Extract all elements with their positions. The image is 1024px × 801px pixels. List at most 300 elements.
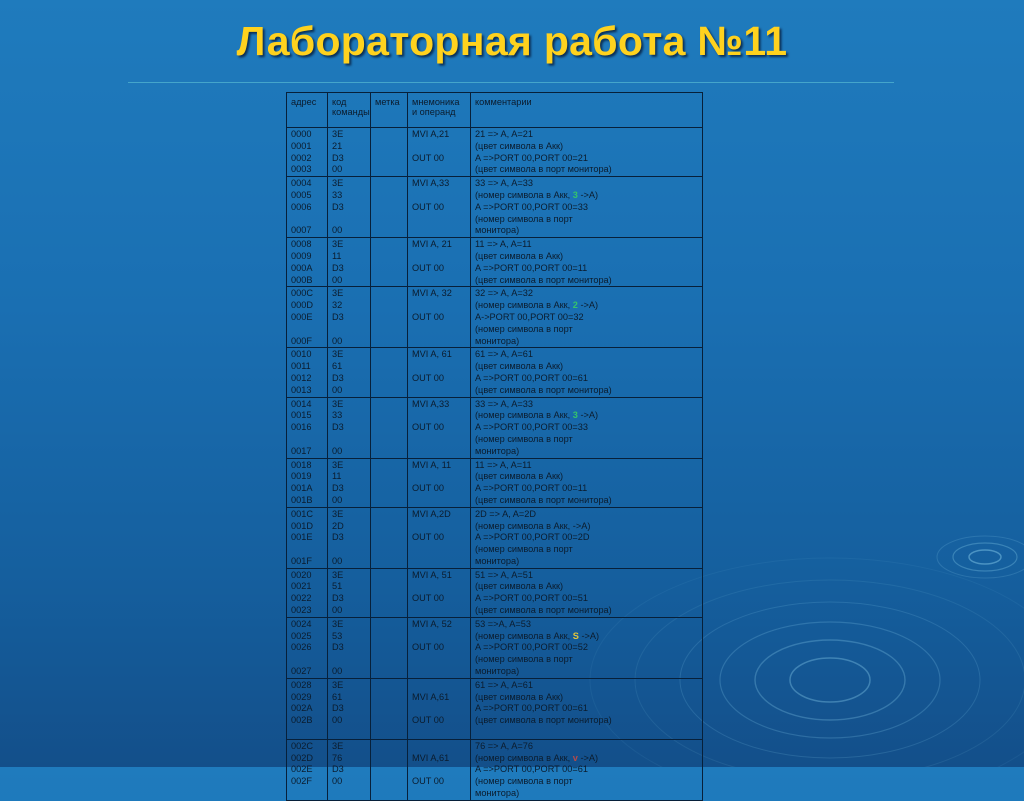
header-label: метка: [371, 93, 408, 128]
comment-line: [475, 509, 698, 521]
comment-cell: [471, 287, 703, 348]
comment-line: [475, 410, 698, 422]
label-cell: [371, 507, 408, 568]
mnemonic-cell-line: OUT 00: [412, 715, 444, 726]
comment-text: (номер символа в порт: [475, 433, 573, 444]
command-code-cell-line: D3: [332, 642, 344, 653]
address-cell-line: 0012: [291, 372, 312, 383]
mnemonic-cell-line: [412, 544, 466, 556]
comment-line: [475, 570, 698, 582]
comment-line: [475, 605, 698, 617]
comment-text: (цвет символа в порт монитора): [475, 494, 612, 505]
address-cell: [287, 177, 328, 238]
comment-line: [475, 631, 698, 643]
mnemonic-cell-line: [412, 495, 466, 507]
address-cell-line: 0005: [291, 189, 312, 200]
address-cell-line: [291, 434, 323, 446]
mnemonic-cell-line: [412, 190, 466, 202]
address-cell-line: 001D: [291, 520, 313, 531]
label-cell: [371, 678, 408, 739]
command-code-cell-line: D3: [332, 532, 344, 543]
mnemonic-cell-line: OUT 00: [412, 642, 444, 653]
label-cell: [371, 617, 408, 678]
address-cell-line: 000A: [291, 262, 313, 273]
mnemonic-cell-line: MVI A, 21: [412, 239, 452, 250]
comment-text: 2D => A, A=2D: [475, 508, 537, 519]
address-cell-line: 000B: [291, 274, 313, 285]
address-cell-line: 0024: [291, 618, 312, 629]
command-code-cell: [328, 177, 371, 238]
header-comments: комментарии: [471, 93, 703, 128]
command-code-cell-line: 00: [332, 225, 343, 236]
table-row: [287, 739, 703, 800]
comment-line: [475, 153, 698, 165]
slide-title: Лабораторная работа №11: [236, 18, 788, 64]
command-code-cell-line: D3: [332, 262, 344, 273]
comment-line: [475, 642, 698, 654]
title-divider: [128, 82, 894, 83]
comment-text: 33 => A, A=33: [475, 398, 533, 409]
comment-line: [475, 288, 698, 300]
address-cell-line: 001E: [291, 532, 313, 543]
comment-text: 33 => A, A=33: [475, 178, 533, 189]
comment-cell: [471, 678, 703, 739]
command-code-cell: [328, 128, 371, 177]
command-code-cell-line: 33: [332, 410, 343, 421]
address-cell-line: [291, 214, 323, 226]
label-cell: [371, 238, 408, 287]
mnemonic-cell-line: [412, 788, 466, 800]
address-cell-line: 0006: [291, 201, 312, 212]
mnemonic-cell: [408, 568, 471, 617]
address-cell-line: 0009: [291, 250, 312, 261]
comment-line: [475, 349, 698, 361]
command-code-cell-line: D3: [332, 703, 344, 714]
comment-line: [475, 225, 698, 237]
command-code-cell-line: 3E: [332, 508, 344, 519]
command-code-cell: [328, 238, 371, 287]
mnemonic-cell-line: [412, 556, 466, 568]
comment-line: [475, 385, 698, 397]
comment-text: монитора): [475, 225, 520, 236]
command-code-cell-line: 3E: [332, 398, 344, 409]
program-table: [286, 92, 703, 801]
command-code-cell-line: D3: [332, 593, 344, 604]
comment-text: (цвет символа в Акк): [475, 691, 564, 702]
comment-line: [475, 666, 698, 678]
comment-line: [475, 581, 698, 593]
command-code-cell-line: 3E: [332, 349, 344, 360]
mnemonic-cell-line: [412, 361, 466, 373]
comment-line: [475, 460, 698, 472]
address-cell-line: 0029: [291, 691, 312, 702]
comment-text: монитора): [475, 666, 520, 677]
label-cell: [371, 177, 408, 238]
address-cell-line: 0007: [291, 225, 312, 236]
command-code-cell-line: 3E: [332, 618, 344, 629]
mnemonic-cell-line: MVI A, 32: [412, 288, 452, 299]
comment-text: (цвет символа в порт монитора): [475, 274, 612, 285]
comment-text: ->A): [577, 189, 599, 200]
comment-line: [475, 275, 698, 287]
mnemonic-cell-line: [412, 666, 466, 678]
table-header-row: [287, 93, 703, 128]
address-cell: [287, 617, 328, 678]
symbol-sample: 2: [572, 300, 578, 311]
comment-line: [475, 202, 698, 214]
address-cell-line: 002A: [291, 703, 313, 714]
mnemonic-cell: [408, 397, 471, 458]
command-code-cell-line: 11: [332, 471, 342, 482]
comment-text: 11 => A, A=11: [475, 459, 532, 470]
command-code-cell-line: 2D: [332, 520, 344, 531]
address-cell-line: 002E: [291, 764, 313, 775]
address-cell-line: 0022: [291, 593, 312, 604]
table-row: [287, 287, 703, 348]
mnemonic-cell-line: [412, 164, 466, 176]
comment-text: 21 => A, A=21: [475, 129, 533, 139]
comment-text: (номер символа в Акк,: [475, 300, 573, 311]
comment-line: [475, 164, 698, 176]
command-code-cell-line: 00: [332, 164, 343, 175]
mnemonic-cell-line: OUT 00: [412, 593, 444, 604]
command-code-cell-line: 00: [332, 445, 343, 456]
mnemonic-cell: [408, 617, 471, 678]
command-code-cell-line: 00: [332, 494, 343, 505]
mnemonic-cell-line: [412, 300, 466, 312]
address-cell-line: 0020: [291, 569, 312, 580]
comment-line: [475, 178, 698, 190]
comment-line: [475, 741, 698, 753]
comment-cell: [471, 739, 703, 800]
table-row: [287, 397, 703, 458]
mnemonic-cell-line: [412, 654, 466, 666]
comment-text: (цвет символа в порт монитора): [475, 605, 612, 616]
comment-line: [475, 336, 698, 348]
comment-text: монитора): [475, 335, 520, 346]
address-cell-line: 0019: [291, 471, 312, 482]
command-code-cell: [328, 568, 371, 617]
address-cell: [287, 507, 328, 568]
address-cell: [287, 458, 328, 507]
command-code-cell-line: [332, 434, 366, 446]
command-code-cell-line: D3: [332, 372, 344, 383]
command-code-cell-line: 00: [332, 555, 343, 566]
comment-text: (номер символа в порт: [475, 654, 573, 665]
command-code-cell-line: [332, 727, 366, 739]
address-cell-line: 002F: [291, 776, 312, 787]
address-cell-line: 000E: [291, 311, 313, 322]
comment-text: A->PORT 00,PORT 00=32: [475, 311, 584, 322]
mnemonic-cell-line: OUT 00: [412, 532, 444, 543]
comment-line: [475, 141, 698, 153]
comment-line: [475, 727, 698, 739]
command-code-cell-line: D3: [332, 201, 344, 212]
comment-text: (цвет символа в порт монитора): [475, 715, 612, 726]
mnemonic-cell-line: MVI A,2D: [412, 508, 451, 519]
table-row: [287, 458, 703, 507]
label-cell: [371, 348, 408, 397]
comment-cell: [471, 617, 703, 678]
address-cell-line: 0028: [291, 679, 312, 690]
command-code-cell-line: 00: [332, 666, 343, 677]
comment-text: (цвет символа в Акк): [475, 361, 564, 372]
command-code-cell-line: 3E: [332, 178, 344, 189]
address-cell-line: 000D: [291, 300, 313, 311]
mnemonic-cell-line: [412, 727, 466, 739]
command-code-cell-line: 76: [332, 752, 343, 763]
address-cell-line: 0013: [291, 384, 312, 395]
comment-line: [475, 544, 698, 556]
address-cell-line: 001B: [291, 494, 313, 505]
address-cell-line: 0011: [291, 361, 311, 372]
mnemonic-cell-line: [412, 764, 466, 776]
label-cell: [371, 128, 408, 177]
command-code-cell-line: 3E: [332, 129, 344, 139]
comment-text: 32 => A, A=32: [475, 288, 533, 299]
comment-text: ->A): [577, 410, 599, 421]
table-row: [287, 128, 703, 177]
mnemonic-cell-line: OUT 00: [412, 483, 444, 494]
mnemonic-cell-line: [412, 385, 466, 397]
mnemonic-cell: [408, 177, 471, 238]
command-code-cell-line: [332, 654, 366, 666]
comment-text: 61 => A, A=61: [475, 679, 533, 690]
address-cell-line: 0026: [291, 642, 312, 653]
comment-text: A =>PORT 00,PORT 00=33: [475, 422, 588, 433]
address-cell: [287, 739, 328, 800]
address-cell-line: 0027: [291, 666, 312, 677]
comment-text: A =>PORT 00,PORT 00=33: [475, 201, 588, 212]
symbol-sample: v: [572, 752, 578, 763]
label-cell: [371, 458, 408, 507]
address-cell-line: 002D: [291, 752, 313, 763]
address-cell-line: 0002: [291, 152, 312, 163]
comment-line: [475, 619, 698, 631]
comment-text: ->A): [577, 752, 599, 763]
comment-line: [475, 556, 698, 568]
comment-text: 76 => A, A=76: [475, 740, 533, 751]
comment-cell: [471, 348, 703, 397]
table-row: [287, 617, 703, 678]
address-cell-line: 0003: [291, 164, 312, 175]
symbol-sample: 3: [572, 189, 578, 200]
address-cell-line: [291, 544, 323, 556]
command-code-cell: [328, 678, 371, 739]
command-code-cell-line: [332, 788, 366, 800]
comment-line: [475, 399, 698, 411]
table-row: [287, 348, 703, 397]
mnemonic-cell-line: [412, 741, 466, 753]
address-cell-line: [291, 654, 323, 666]
comment-line: [475, 129, 698, 141]
command-code-cell-line: 00: [332, 776, 343, 787]
address-cell-line: 000F: [291, 335, 312, 346]
comment-line: [475, 300, 698, 312]
header-address: адрес: [287, 93, 328, 128]
comment-text: (номер символа в Акк,: [475, 189, 573, 200]
comment-line: [475, 190, 698, 202]
address-cell-line: 0014: [291, 398, 312, 409]
address-cell-line: 0018: [291, 459, 312, 470]
comment-cell: [471, 128, 703, 177]
header-command-code: код команды: [328, 93, 371, 128]
comment-line: [475, 692, 698, 704]
command-code-cell-line: 3E: [332, 569, 344, 580]
comment-line: [475, 495, 698, 507]
comment-line: [475, 446, 698, 458]
comment-line: [475, 324, 698, 336]
comment-line: [475, 263, 698, 275]
address-cell: [287, 568, 328, 617]
mnemonic-cell-line: MVI A,21: [412, 129, 450, 139]
mnemonic-cell: [408, 739, 471, 800]
comment-line: [475, 434, 698, 446]
command-code-cell-line: 00: [332, 605, 343, 616]
address-cell: [287, 238, 328, 287]
mnemonic-cell-line: MVI A,61: [412, 691, 450, 702]
command-code-cell-line: D3: [332, 764, 344, 775]
comment-text: (цвет символа в порт монитора): [475, 164, 612, 175]
mnemonic-cell: [408, 128, 471, 177]
address-cell-line: 0016: [291, 422, 312, 433]
mnemonic-cell-line: MVI A,33: [412, 178, 450, 189]
mnemonic-cell-line: [412, 605, 466, 617]
command-code-cell-line: 00: [332, 274, 343, 285]
command-code-cell-line: 00: [332, 715, 343, 726]
address-cell-line: 001A: [291, 483, 313, 494]
address-cell-line: 0001: [291, 140, 312, 151]
comment-line: [475, 532, 698, 544]
comment-line: [475, 422, 698, 434]
command-code-cell-line: 21: [332, 140, 343, 151]
command-code-cell-line: 11: [332, 250, 342, 261]
symbol-sample: 3: [572, 410, 578, 421]
comment-cell: [471, 177, 703, 238]
command-code-cell: [328, 348, 371, 397]
address-cell-line: 0021: [291, 581, 312, 592]
command-code-cell-line: 32: [332, 300, 343, 311]
command-code-cell: [328, 507, 371, 568]
mnemonic-cell: [408, 678, 471, 739]
command-code-cell-line: D3: [332, 422, 344, 433]
mnemonic-cell-line: [412, 434, 466, 446]
comment-text: (номер символа в порт: [475, 213, 573, 224]
address-cell-line: [291, 727, 323, 739]
command-code-cell-line: D3: [332, 483, 344, 494]
command-code-cell-line: 00: [332, 335, 343, 346]
address-cell: [287, 128, 328, 177]
comment-text: (цвет символа в Акк): [475, 140, 564, 151]
comment-line: [475, 214, 698, 226]
command-code-cell-line: 3E: [332, 459, 344, 470]
command-code-cell: [328, 287, 371, 348]
address-cell-line: 001F: [291, 555, 312, 566]
comment-text: 53 =>A, A=53: [475, 618, 531, 629]
address-cell: [287, 348, 328, 397]
comment-text: (цвет символа в Акк): [475, 581, 564, 592]
command-code-cell-line: [332, 324, 366, 336]
command-code-cell-line: D3: [332, 152, 344, 163]
comment-text: A =>PORT 00,PORT 00=11: [475, 262, 588, 273]
table-row: [287, 177, 703, 238]
comment-text: 61 => A, A=61: [475, 349, 533, 360]
table-row: [287, 568, 703, 617]
comment-text: (номер символа в Акк,: [475, 630, 573, 641]
address-cell: [287, 678, 328, 739]
comment-text: ->A): [578, 630, 600, 641]
table-body: [287, 128, 703, 801]
command-code-cell-line: 3E: [332, 679, 344, 690]
comment-cell: [471, 507, 703, 568]
comment-text: 51 => A, A=51: [475, 569, 533, 580]
comment-line: [475, 715, 698, 727]
address-cell-line: 0000: [291, 129, 312, 139]
address-cell-line: 002B: [291, 715, 313, 726]
symbol-sample: S: [572, 630, 579, 641]
comment-line: [475, 483, 698, 495]
header-mnemonic: мнемоника и операнд: [408, 93, 471, 128]
command-code-cell-line: 3E: [332, 740, 344, 751]
comment-text: A =>PORT 00,PORT 00=61: [475, 703, 588, 714]
address-cell-line: 0015: [291, 410, 312, 421]
address-cell-line: 000C: [291, 288, 313, 299]
address-cell-line: [291, 324, 323, 336]
address-cell-line: 001C: [291, 508, 313, 519]
command-code-cell-line: 53: [332, 630, 343, 641]
comment-line: [475, 703, 698, 715]
comment-text: A =>PORT 00,PORT 00=61: [475, 764, 588, 775]
command-code-cell-line: 61: [332, 691, 343, 702]
mnemonic-cell-line: [412, 225, 466, 237]
address-cell-line: [291, 788, 323, 800]
table-row: [287, 238, 703, 287]
label-cell: [371, 397, 408, 458]
command-code-cell-line: 33: [332, 189, 343, 200]
mnemonic-cell: [408, 238, 471, 287]
mnemonic-cell-line: OUT 00: [412, 262, 444, 273]
mnemonic-cell-line: OUT 00: [412, 201, 444, 212]
mnemonic-cell: [408, 287, 471, 348]
mnemonic-cell-line: [412, 324, 466, 336]
label-cell: [371, 287, 408, 348]
mnemonic-cell-line: OUT 00: [412, 776, 444, 787]
mnemonic-cell-line: [412, 446, 466, 458]
address-cell-line: 0004: [291, 178, 312, 189]
comment-text: 11 => A, A=11: [475, 239, 532, 250]
comment-line: [475, 680, 698, 692]
mnemonic-cell-line: [412, 214, 466, 226]
address-cell-line: 0023: [291, 605, 312, 616]
mnemonic-cell-line: [412, 471, 466, 483]
comment-text: (цвет символа в Акк): [475, 250, 564, 261]
mnemonic-cell-line: [412, 251, 466, 263]
comment-text: (номер символа в порт: [475, 544, 573, 555]
command-code-cell-line: D3: [332, 311, 344, 322]
comment-text: (цвет символа в порт монитора): [475, 384, 612, 395]
comment-text: A =>PORT 00,PORT 00=2D: [475, 532, 590, 543]
mnemonic-cell: [408, 348, 471, 397]
comment-text: монитора): [475, 788, 520, 799]
command-code-cell: [328, 617, 371, 678]
comment-text: (номер символа в порт: [475, 323, 573, 334]
address-cell: [287, 397, 328, 458]
table-row: [287, 507, 703, 568]
mnemonic-cell-line: MVI A, 51: [412, 569, 452, 580]
label-cell: [371, 739, 408, 800]
comment-text: (цвет символа в Акк): [475, 471, 564, 482]
command-code-cell: [328, 397, 371, 458]
